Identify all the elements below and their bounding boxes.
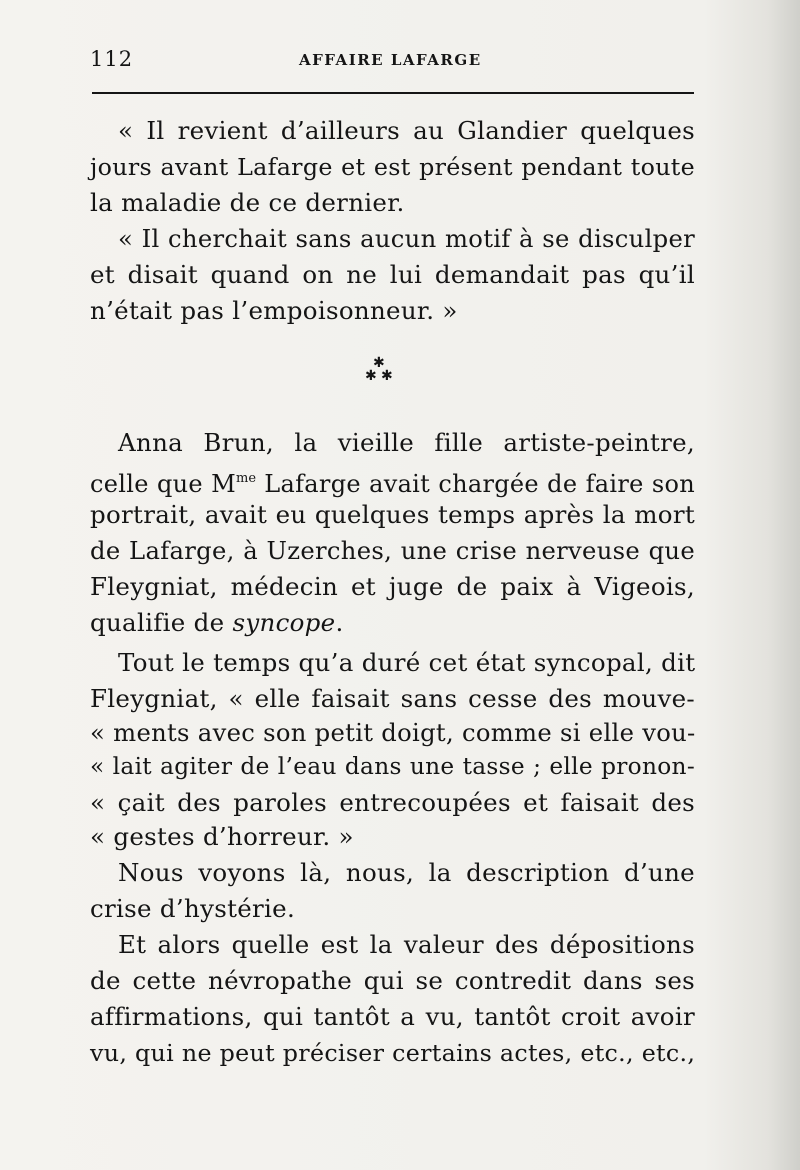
text-line: Anna Brun, la vieille fille artiste-peintre, (118, 428, 695, 457)
text-line: affirmations, qui tantôt a vu, tantôt croit avoir (90, 1002, 695, 1031)
text-line: « çait des paroles entrecoupées et faisait des (90, 788, 695, 817)
page-number: 112 (90, 47, 134, 71)
text-line: crise d’hystérie. (90, 894, 296, 923)
text-line: Et alors quelle est la valeur des dépositions (118, 930, 695, 959)
text-run: celle que M (90, 470, 236, 498)
text-line (90, 608, 695, 638)
text-line: n’était pas l’empoisonneur. » (90, 296, 458, 325)
text-line: « Il cherchait sans aucun motif à se disculper (118, 224, 695, 253)
text-line: la maladie de ce dernier. (90, 188, 405, 217)
italic-term: syncope (232, 608, 336, 637)
text-line: « lait agiter de l’eau dans une tasse ; elle pronon- (90, 753, 695, 780)
running-head (90, 47, 695, 75)
text-run: Lafarge avait chargée de faire son (256, 470, 695, 498)
text-line: Fleygniat, « elle faisait sans cesse des mouve- (90, 684, 695, 713)
header-rule (92, 92, 694, 94)
superscript: me (236, 471, 257, 486)
text-line: portrait, avait eu quelques temps après la mort (90, 500, 695, 529)
text-line (90, 464, 695, 499)
asterisk-icon: ✱ (381, 368, 393, 384)
text-line: et disait quand on ne lui demandait pas qu’il (90, 260, 695, 289)
text-run: . (335, 608, 344, 637)
text-line: « gestes d’horreur. » (90, 822, 354, 851)
text-line: jours avant Lafarge et est présent pendant toute (90, 153, 695, 181)
text-run: qualifie de (90, 608, 233, 637)
asterisk-icon: ✱ (365, 368, 377, 384)
asterism-separator (361, 356, 401, 396)
text-line: Tout le temps qu’a duré cet état syncopal, dit (118, 648, 696, 677)
text-line: Fleygniat, médecin et juge de paix à Vigeois, (90, 572, 695, 601)
text-line: Nous voyons là, nous, la description d’une (118, 858, 695, 887)
running-title: AFFAIRE LAFARGE (299, 51, 482, 69)
text-line: de cette névropathe qui se contredit dans ses (90, 966, 695, 995)
text-line: « Il revient d’ailleurs au Glandier quelques (118, 116, 695, 145)
asterisk-icon: ✱ (373, 355, 385, 371)
text-line: de Lafarge, à Uzerches, une crise nerveuse que (90, 536, 695, 565)
text-line: « ments avec son petit doigt, comme si elle vou- (90, 718, 696, 747)
text-line: vu, qui ne peut préciser certains actes, etc., etc., (90, 1039, 696, 1067)
